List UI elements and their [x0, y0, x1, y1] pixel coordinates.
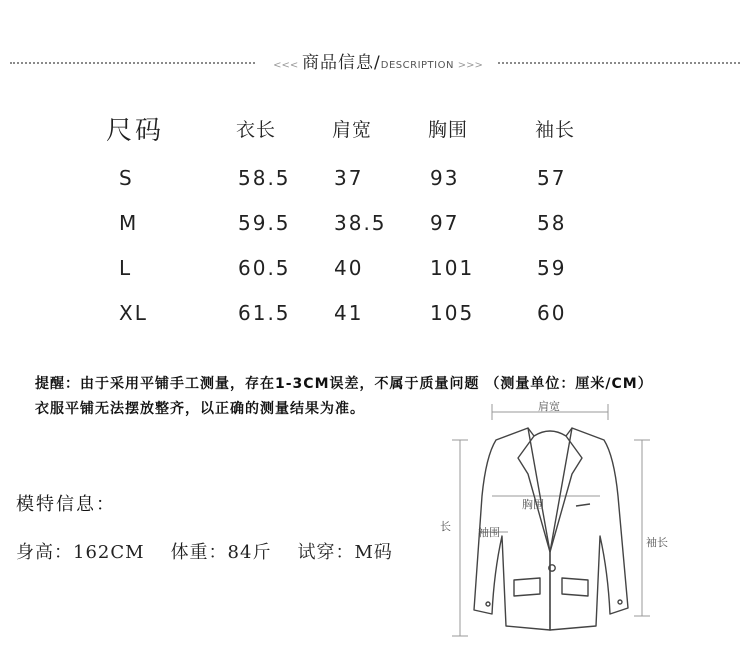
chevron-left-icon: <<< [273, 60, 299, 71]
table-header-shoulder: 肩宽 [332, 119, 373, 141]
armhole-label: 袖围 [478, 526, 500, 539]
table-cell: 59.5 [238, 211, 291, 235]
table-cell: 105 [430, 301, 475, 325]
dotted-divider-left [10, 62, 255, 64]
model-weight: 体重：84斤 [170, 542, 272, 563]
model-tried-size: 试穿：M码 [297, 542, 393, 563]
table-header-sleeve: 袖长 [535, 119, 576, 141]
table-cell: 61.5 [238, 301, 291, 325]
measurement-notice: 提醒：由于采用平铺手工测量，存在1-3CM误差，不属于质量问题 （测量单位：厘米/CM） [35, 376, 653, 392]
table-cell: 60.5 [238, 256, 291, 280]
table-header-size: 尺码 [106, 116, 165, 146]
title-slash: / [374, 53, 381, 73]
table-cell: M [119, 211, 139, 235]
section-title-en: DESCRIPTION [380, 60, 454, 71]
table-cell: 59 [537, 256, 567, 280]
model-info-title: 模特信息： [16, 494, 116, 515]
chevron-right-icon: >>> [457, 60, 483, 71]
table-header-length: 衣长 [236, 119, 277, 141]
table-cell: 41 [334, 301, 364, 325]
section-title [262, 48, 494, 81]
table-cell: 58.5 [238, 166, 291, 190]
section-title-cn: 商品信息 [302, 53, 375, 73]
table-cell: 58 [537, 211, 567, 235]
chest-label: 胸围 [522, 498, 544, 511]
shoulder-label: 肩宽 [538, 400, 560, 413]
table-cell: 97 [430, 211, 460, 235]
table-cell: 93 [430, 166, 460, 190]
table-cell: 60 [537, 301, 567, 325]
blazer-measurement-diagram [430, 396, 680, 646]
table-cell: L [119, 256, 133, 280]
table-cell: 40 [334, 256, 364, 280]
table-cell: 57 [537, 166, 567, 190]
sleeve-label: 袖长 [646, 536, 668, 549]
measurement-notice-2: 衣服平铺无法摆放整齐，以正确的测量结果为准。 [35, 401, 365, 417]
table-cell: 38.5 [334, 211, 387, 235]
description-header [0, 48, 750, 78]
table-cell: 101 [430, 256, 475, 280]
length-label: 长 [440, 520, 451, 533]
table-cell: S [119, 166, 134, 190]
dotted-divider-right [498, 62, 740, 64]
table-header-chest: 胸围 [428, 119, 469, 141]
table-cell: XL [119, 301, 148, 325]
table-cell: 37 [334, 166, 364, 190]
model-height: 身高：162CM [16, 542, 145, 563]
model-info [16, 538, 419, 564]
